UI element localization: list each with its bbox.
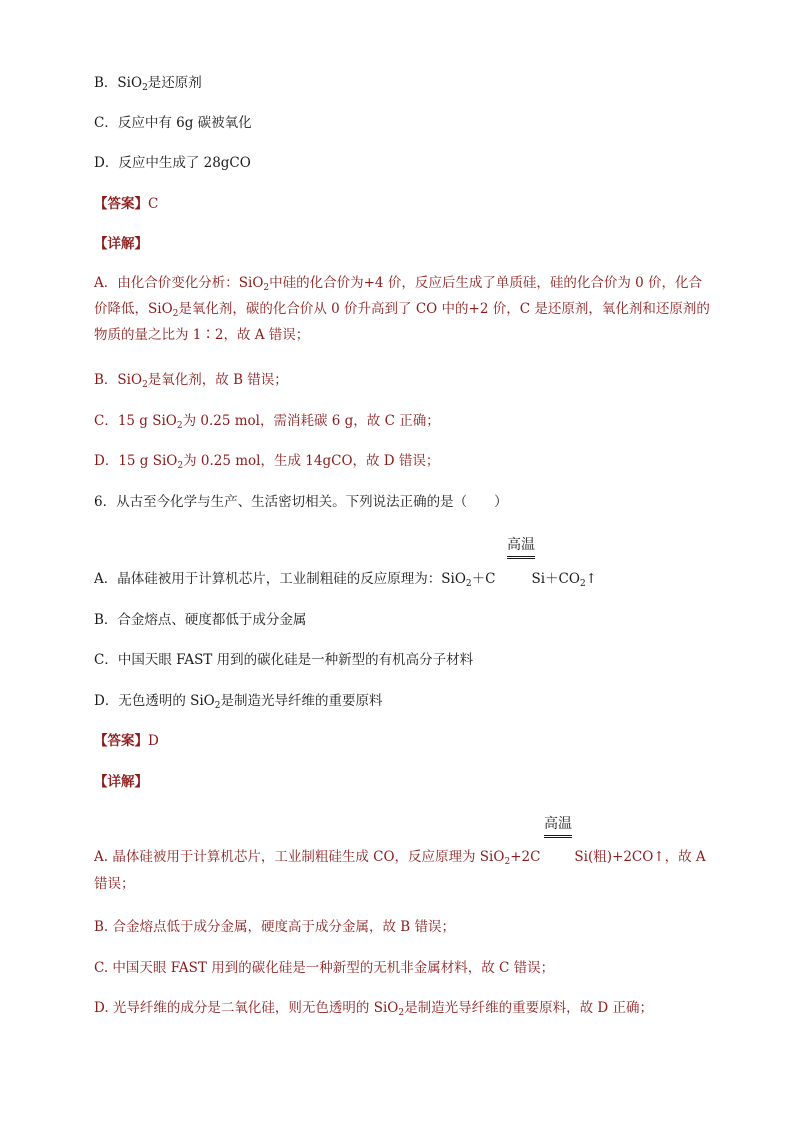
subscript: 2 [263, 283, 270, 293]
answer-value: D [148, 733, 159, 749]
q6-detail-b: B. 合金熔点低于成分金属，硬度高于成分金属，故 B 错误； [94, 919, 456, 935]
q6-option-a-reactant: ＋C [471, 571, 496, 587]
answer-value: C [148, 196, 159, 212]
q5-detail-d [94, 451, 714, 471]
q5-option-c: C．反应中有 6g 碳被氧化 [94, 115, 252, 131]
q6-detail-a [94, 847, 714, 867]
q5-detail-c [94, 411, 714, 431]
q6-detail-a-line2: 错误； [94, 876, 135, 892]
q5-detail-b-text: B．SiO [94, 372, 143, 388]
q5-option-b [94, 73, 714, 93]
q5-detail-d-text-end: 为 0.25 mol，生成 14gCO，故 D 错误； [183, 453, 440, 469]
q5-detail-a-part1: A．由化合价变化分析：SiO [94, 275, 264, 291]
q6-detail-d-text-end: 是制造光导纤维的重要原料，故 D 正确； [404, 1000, 653, 1016]
q5-option-d: D．反应中生成了 28gCO [94, 155, 251, 171]
q5-detail-label [94, 234, 714, 254]
q5-detail-b [94, 370, 714, 390]
q6-option-b: B．合金熔点、硬度都低于成分金属 [94, 612, 307, 628]
q5-detail-a [94, 270, 714, 348]
q6-option-c: C．中国天眼 FAST 用到的碳化硅是一种新型的有机高分子材料 [94, 652, 474, 668]
subscript: 2 [504, 857, 511, 867]
q5-detail-c-text-end: 为 0.25 mol，需消耗碳 6 g，故 C 正确； [182, 413, 440, 429]
subscript: 2 [398, 1008, 405, 1018]
q6-option-a [94, 569, 714, 589]
q5-option-b-text: B．SiO [94, 75, 143, 91]
q6-detail-reaction-condition: 高温 [544, 815, 572, 838]
q5-detail-a-part3: 是氧化剂，碳的化合价从 0 价升高到了 CO 中的+2 价，C 是还原剂，氧化剂和还原剂的物质的量之比为 1∶2，故 A 错误； [94, 301, 710, 343]
subscript: 2 [214, 701, 221, 711]
q6-stem: 6．从古至今化学与生产、生活密切相关。下列说法正确的是（ ） [94, 494, 508, 510]
q6-detail-a-reactant: +2C [510, 849, 541, 865]
answer-label: 【答案】 [94, 196, 148, 212]
q6-answer [94, 731, 714, 751]
subscript: 2 [172, 309, 179, 319]
subscript: 2 [177, 461, 184, 471]
q6-detail-a-text: A. 晶体硅被用于计算机芯片，工业制粗硅生成 CO，反应原理为 SiO [94, 849, 505, 865]
q6-detail-c: C. 中国天眼 FAST 用到的碳化硅是一种新型的无机非金属材料，故 C 错误； [94, 960, 555, 976]
q5-answer [94, 194, 714, 214]
subscript: 2 [579, 579, 586, 589]
q6-option-d [94, 691, 714, 711]
q6-option-d-text-end: 是制造光导纤维的重要原料 [220, 693, 383, 709]
detail-label: 【详解】 [94, 774, 148, 790]
subscript: 2 [176, 421, 183, 431]
detail-label: 【详解】 [94, 236, 148, 252]
q6-detail-d [94, 998, 714, 1018]
answer-label: 【答案】 [94, 733, 148, 749]
subscript: 2 [465, 579, 472, 589]
q5-detail-a-part2: 中硅的化合价为+4 价，反应后生成了单质硅，硅的化合价为 0 价，化合价降低，SiO [94, 275, 702, 317]
q6-detail-a-product: Si(粗)+2CO↑，故 A [574, 849, 706, 865]
subscript: 2 [142, 83, 148, 93]
q6-reaction-condition: 高温 [507, 536, 535, 559]
gas-arrow: ↑ [585, 571, 597, 587]
q6-detail-d-text: D. 光导纤维的成分是二氧化硅，则无色透明的 SiO [94, 1000, 399, 1016]
q5-detail-b-text-end: 是氧化剂，故 B 错误； [147, 372, 288, 388]
q6-detail-label [94, 772, 714, 792]
q6-option-a-product: Si＋CO [531, 571, 580, 587]
q6-option-a-text: A．晶体硅被用于计算机芯片，工业制粗硅的反应原理为：SiO [94, 571, 466, 587]
q5-option-b-text-end: 是还原剂 [147, 75, 202, 91]
q5-detail-c-text: C．15 g SiO [94, 413, 177, 429]
subscript: 2 [142, 380, 148, 390]
q5-detail-d-text: D．15 g SiO [94, 453, 178, 469]
q6-option-d-text: D．无色透明的 SiO [94, 693, 215, 709]
